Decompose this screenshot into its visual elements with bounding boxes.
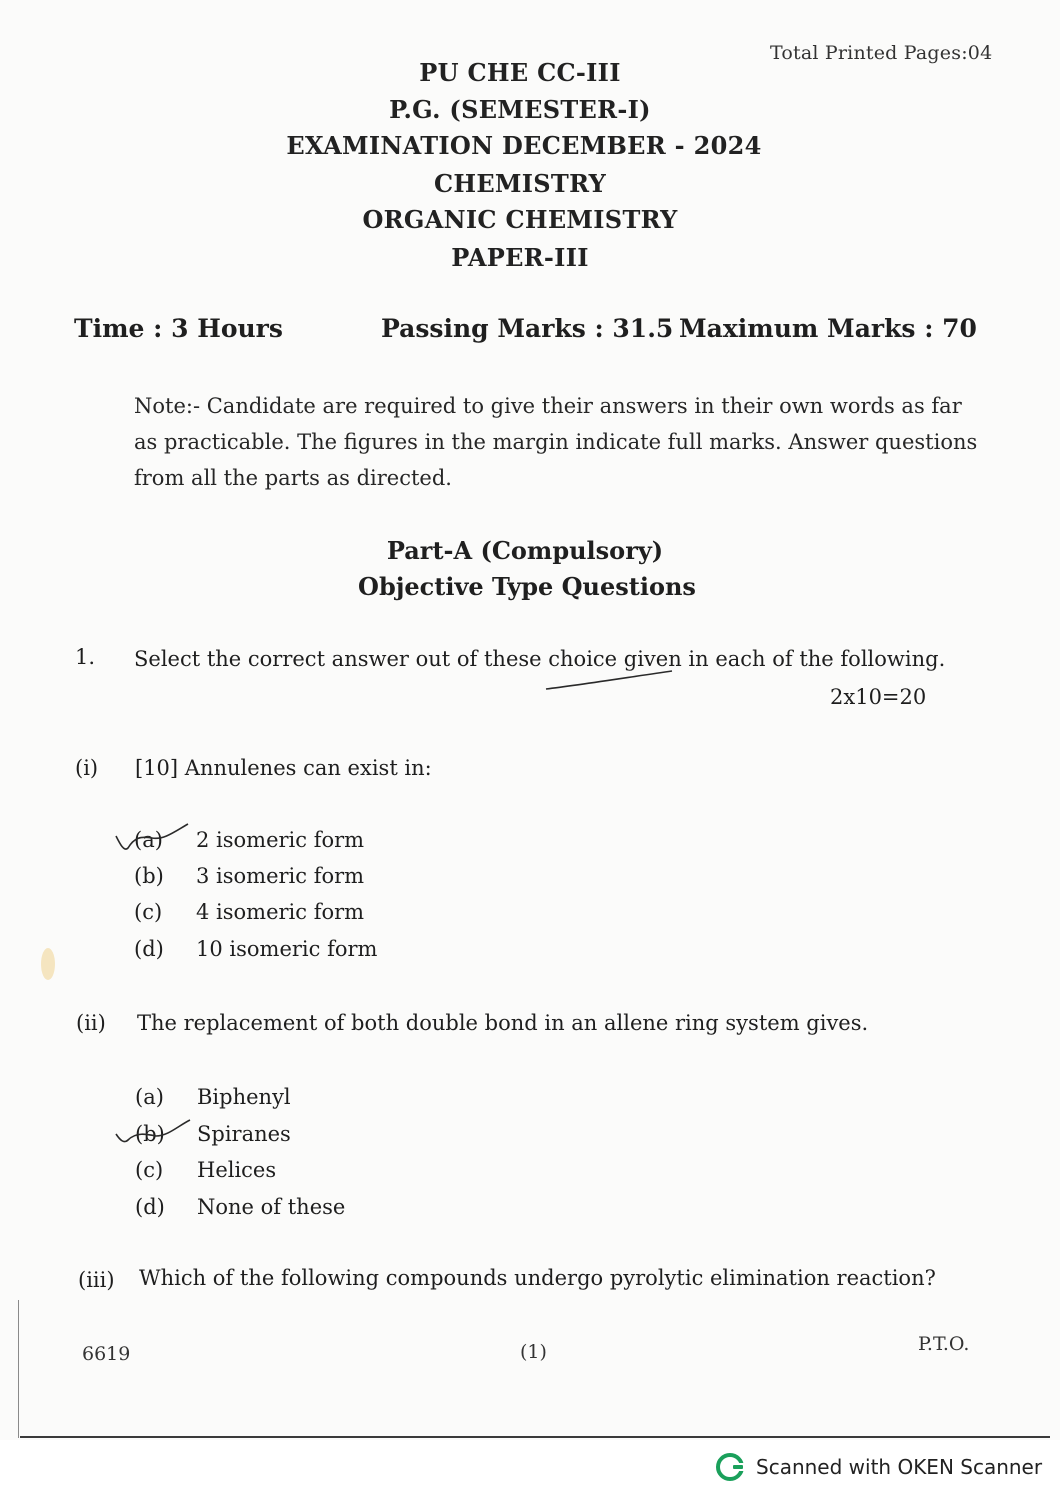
examination-title: EXAMINATION DECEMBER - 2024 (286, 131, 762, 160)
subquestion-number: (i) (75, 756, 99, 780)
course-code: PU CHE CC-III (419, 58, 621, 87)
question-text: Select the correct answer out of these choice given in each of the following. (134, 647, 946, 671)
option-label: (a) (134, 828, 163, 852)
margin-line (18, 1300, 19, 1438)
option-label: (c) (134, 900, 163, 924)
part-title: Part-A (Compulsory) (386, 536, 664, 565)
page-bottom-rule (20, 1436, 1050, 1438)
option-label: (d) (135, 1195, 165, 1219)
subquestion-number: (iii) (78, 1268, 115, 1292)
pto-label: P.T.O. (918, 1333, 970, 1355)
instructions-note: Note:- Candidate are required to give their answers in their own words as far as practicable. The figures in the margin indicate full marks. Answer questions from all the parts as directed. (134, 394, 978, 490)
option-text: Spiranes (197, 1122, 291, 1146)
option-text: Biphenyl (197, 1085, 291, 1109)
option-label: (b) (135, 1122, 165, 1146)
option-text: Helices (197, 1158, 277, 1182)
scanner-watermark (716, 1452, 1042, 1482)
scanner-text: Scanned with OKEN Scanner (756, 1455, 1043, 1479)
option-text: 3 isomeric form (196, 864, 365, 888)
stain-mark (34, 940, 64, 990)
passing-marks: Passing Marks : 31.5 (381, 314, 674, 343)
option-text: 4 isomeric form (196, 900, 365, 924)
option-text: 10 isomeric form (196, 937, 378, 961)
total-printed-pages: Total Printed Pages:04 (770, 42, 993, 64)
scanner-logo-icon (716, 1452, 746, 1482)
question-marks: 2x10=20 (830, 685, 927, 709)
option-label: (b) (134, 864, 164, 888)
part-subtitle: Objective Type Questions (358, 572, 696, 601)
paper-code: 6619 (82, 1343, 131, 1365)
option-label: (d) (134, 937, 164, 961)
page-number: (1) (520, 1341, 547, 1363)
subject-title: CHEMISTRY (433, 169, 607, 198)
option-label: (c) (135, 1158, 164, 1182)
exam-time: Time : 3 Hours (74, 314, 283, 343)
option-text: None of these (197, 1195, 346, 1219)
subquestion-text: [10] Annulenes can exist in: (135, 756, 432, 780)
paper-title: ORGANIC CHEMISTRY (362, 205, 678, 234)
paper-number: PAPER-III (451, 243, 589, 272)
subquestion-number: (ii) (76, 1011, 106, 1035)
subquestion-text: The replacement of both double bond in an allene ring system gives. (137, 1011, 869, 1035)
question-number: 1. (75, 645, 96, 669)
semester-title: P.G. (SEMESTER-I) (389, 95, 651, 124)
option-text: 2 isomeric form (196, 828, 365, 852)
maximum-marks: Maximum Marks : 70 (679, 314, 977, 343)
option-label: (a) (135, 1085, 164, 1109)
subquestion-text: Which of the following compounds undergo pyrolytic elimination reaction? (139, 1266, 936, 1290)
